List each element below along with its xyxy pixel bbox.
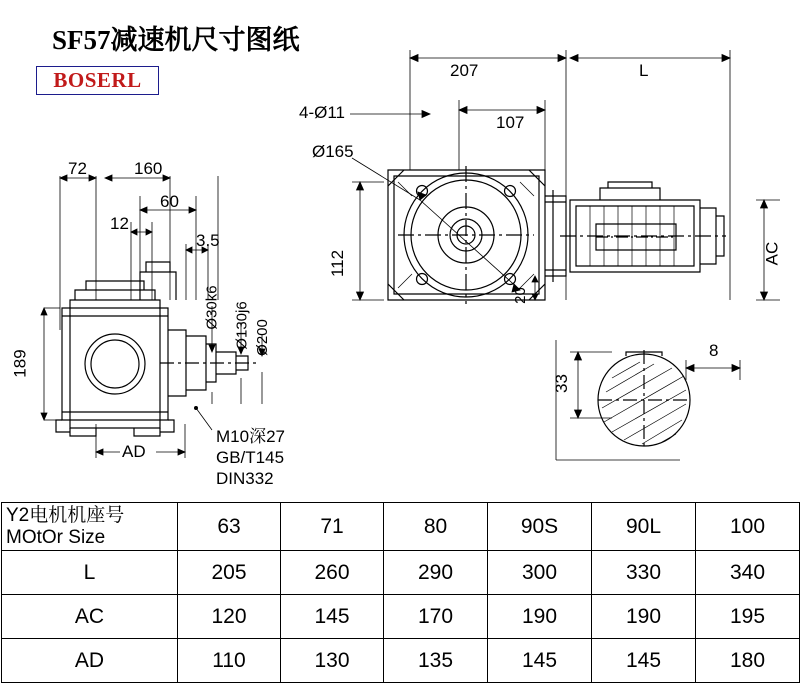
table-header-en: MOtOr Size <box>6 526 106 548</box>
dim-189: 189 <box>10 349 30 378</box>
dim-60: 60 <box>160 192 179 211</box>
cell-AD-90S: 145 <box>488 639 592 683</box>
cell-AC-100: 195 <box>696 595 800 639</box>
dim-D165: Ø165 <box>312 142 354 161</box>
spec-table <box>1 502 800 683</box>
cell-AC-90S: 190 <box>488 595 592 639</box>
table-row <box>2 639 800 683</box>
cell-L-90S: 300 <box>488 551 592 595</box>
note-gbt: GB/T145 <box>216 448 285 467</box>
dim-12: 12 <box>110 214 129 233</box>
table-col-header-1: 71 <box>281 503 384 551</box>
dim-D130j6: Ø130j6 <box>233 301 251 350</box>
cell-AC-71: 145 <box>281 595 384 639</box>
cell-L-100: 340 <box>696 551 800 595</box>
cell-L-90L: 330 <box>592 551 696 595</box>
cell-L-80: 290 <box>384 551 488 595</box>
table-col-header-4: 90L <box>592 503 696 551</box>
dim-AC-right: AC <box>762 241 782 266</box>
cell-AC-63: 120 <box>178 595 281 639</box>
cell-AD-63: 110 <box>178 639 281 683</box>
dim-AD-bottom: AD <box>122 442 146 461</box>
dim-20: 20 <box>511 287 529 304</box>
row-label-AD: AD <box>2 639 178 683</box>
brand-logo-text: BOSERL <box>53 68 142 92</box>
dim-160: 160 <box>134 159 163 178</box>
table-row <box>2 595 800 639</box>
dim-4xD11: 4-Ø11 <box>299 103 345 122</box>
cell-AC-90L: 190 <box>592 595 696 639</box>
cell-L-71: 260 <box>281 551 384 595</box>
table-header-label <box>2 503 178 551</box>
dim-D200: Ø200 <box>253 319 271 356</box>
dim-207: 207 <box>450 61 479 80</box>
dim-112: 112 <box>328 249 348 278</box>
cell-AD-80: 135 <box>384 639 488 683</box>
cell-AD-90L: 145 <box>592 639 696 683</box>
cell-L-63: 205 <box>178 551 281 595</box>
cell-AD-71: 130 <box>281 639 384 683</box>
note-m10: M10深27 <box>216 427 285 446</box>
table-col-header-3: 90S <box>488 503 592 551</box>
dim-33: 33 <box>551 374 571 393</box>
dim-8: 8 <box>709 341 719 360</box>
table-header-zh: Y2电机机座号 <box>6 505 125 527</box>
dim-L-top: L <box>639 61 649 80</box>
cell-AC-80: 170 <box>384 595 488 639</box>
dim-107: 107 <box>496 113 525 132</box>
dim-D30k6: Ø30k6 <box>203 285 221 330</box>
table-col-header-5: 100 <box>696 503 800 551</box>
table-row <box>2 551 800 595</box>
row-label-L: L <box>2 551 178 595</box>
row-label-AC: AC <box>2 595 178 639</box>
page-title: SF57减速机尺寸图纸 <box>52 25 300 55</box>
cell-AD-100: 180 <box>696 639 800 683</box>
table-header-row <box>2 503 800 551</box>
dim-72: 72 <box>68 159 87 178</box>
note-din: DIN332 <box>216 469 274 488</box>
table-col-header-0: 63 <box>178 503 281 551</box>
dim-3p5: 3.5 <box>196 231 220 250</box>
table-col-header-2: 80 <box>384 503 488 551</box>
